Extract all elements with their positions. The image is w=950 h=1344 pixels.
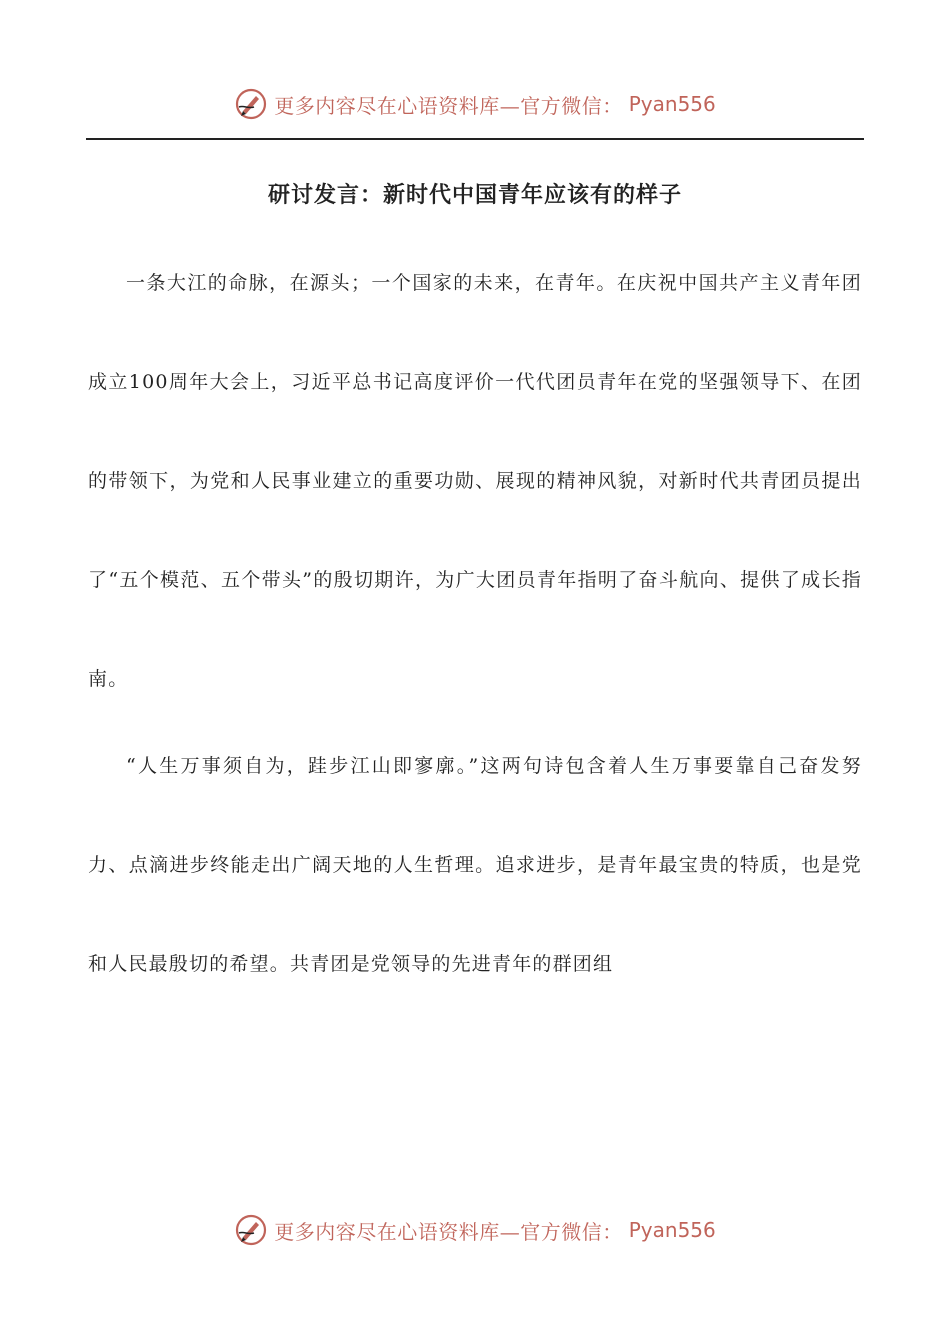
document-body [88, 268, 862, 1014]
document-title: 研讨发言：新时代中国青年应该有的样子 [267, 182, 682, 208]
header-divider [86, 138, 864, 140]
paragraph: 一条大江的命脉，在源头；一个国家的未来，在青年。在庆祝中国共产主义青年团成立100周年大会上，习近平总书记高度评价一代代团员青年在党的坚强领导下、在团的带领下，为党和人民事业建立的重要功勋、展现的精神风貌，对新时代共青团员提出了“五个模范、五个带头”的殷切期许，为广大团员青年指明了奋斗航向、提供了成长指南。 [88, 272, 862, 690]
banner-text: 更多内容尽在心语资料库—官方微信： [274, 93, 623, 118]
footer-banner [0, 1208, 950, 1252]
banner-text: 更多内容尽在心语资料库—官方微信： [274, 1219, 623, 1244]
pen-circle-logo-icon [234, 87, 268, 121]
pen-circle-logo-icon [234, 1213, 268, 1247]
banner-wechat-id: Pyan556 [628, 92, 716, 116]
banner-wechat-id: Pyan556 [628, 1218, 716, 1242]
paragraph: “人生万事须自为，跬步江山即寥廓。”这两句诗包含着人生万事要靠自己奋发努力、点滴进步终能走出广阔天地的人生哲理。追求进步，是青年最宝贵的特质，也是党和人民最殷切的希望。共青团是党领导的先进青年的群团组 [88, 755, 862, 975]
header-banner [0, 82, 950, 126]
